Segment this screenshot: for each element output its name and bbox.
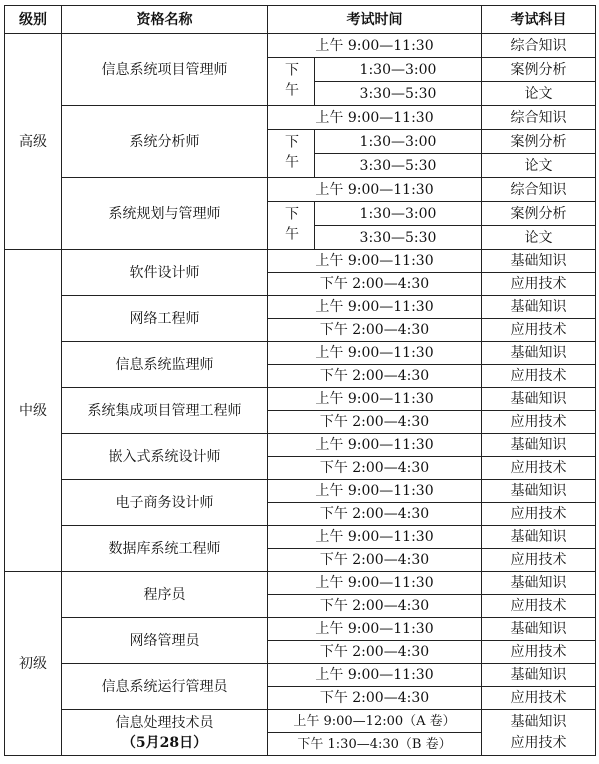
- pm-label: 下午: [268, 58, 315, 106]
- table-row: [5, 618, 596, 641]
- exam-subject: 案例分析: [482, 130, 596, 154]
- exam-time: 上午 9:00—11:30: [268, 480, 482, 503]
- exam-time: 上午 9:00—11:30: [268, 572, 482, 595]
- qualification-name: 数据库系统工程师: [62, 526, 268, 572]
- exam-subject: 基础知识: [482, 434, 596, 457]
- exam-subject: 应用技术: [482, 319, 596, 342]
- qualification-name: 嵌入式系统设计师: [62, 434, 268, 480]
- qualification-name: 信息系统项目管理师: [62, 34, 268, 106]
- level-middle: 中级: [5, 250, 62, 572]
- schedule-body: [5, 34, 596, 756]
- table-row: [5, 296, 596, 319]
- qualification-name: 电子商务设计师: [62, 480, 268, 526]
- exam-time: 下午 1:30—4:30（B 卷）: [268, 733, 482, 756]
- header-row: [5, 6, 596, 34]
- exam-subject: 应用技术: [482, 365, 596, 388]
- exam-subject: 应用技术: [482, 595, 596, 618]
- pm-label: 下午: [268, 202, 315, 250]
- exam-subject: 基础知识: [482, 342, 596, 365]
- table-row: [5, 480, 596, 503]
- exam-subject: 应用技术: [482, 457, 596, 480]
- exam-subject: 论文: [482, 226, 596, 250]
- subject-basic: 基础知识: [510, 714, 567, 730]
- exam-subject-last: [482, 710, 596, 756]
- exam-time: 下午 2:00—4:30: [268, 319, 482, 342]
- last-qualification-name: 信息处理技术员: [115, 714, 214, 731]
- exam-subject: 基础知识: [482, 388, 596, 411]
- exam-time: 下午 2:00—4:30: [268, 273, 482, 296]
- exam-subject: 案例分析: [482, 202, 596, 226]
- exam-subject: 案例分析: [482, 58, 596, 82]
- exam-time: 上午 9:00—11:30: [268, 178, 482, 202]
- exam-time: 下午 2:00—4:30: [268, 411, 482, 434]
- exam-time: 上午 9:00—12:00（A 卷）: [268, 710, 482, 733]
- qualification-name: 系统规划与管理师: [62, 178, 268, 250]
- exam-subject: 应用技术: [482, 411, 596, 434]
- exam-time: 3:30—5:30: [315, 154, 482, 178]
- exam-subject: 基础知识: [482, 526, 596, 549]
- table-row: [5, 434, 596, 457]
- exam-time: 下午 2:00—4:30: [268, 549, 482, 572]
- level-junior: 初级: [5, 572, 62, 756]
- exam-subject: 论文: [482, 154, 596, 178]
- header-level: 级别: [5, 6, 62, 34]
- qualification-name: 系统集成项目管理工程师: [62, 388, 268, 434]
- exam-time: 上午 9:00—11:30: [268, 34, 482, 58]
- exam-time: 1:30—3:00: [315, 58, 482, 82]
- exam-subject: 基础知识: [482, 296, 596, 319]
- exam-date-note: （5月28日）: [121, 734, 208, 751]
- qualification-name: 网络工程师: [62, 296, 268, 342]
- qualification-name: 程序员: [62, 572, 268, 618]
- exam-time: 上午 9:00—11:30: [268, 434, 482, 457]
- qualification-name-last: [62, 710, 268, 756]
- table-row: [5, 250, 596, 273]
- exam-time: 上午 9:00—11:30: [268, 342, 482, 365]
- level-senior: 高级: [5, 34, 62, 250]
- exam-time: 上午 9:00—11:30: [268, 618, 482, 641]
- exam-subject: 论文: [482, 82, 596, 106]
- exam-time: 上午 9:00—11:30: [268, 388, 482, 411]
- exam-subject: 基础知识: [482, 572, 596, 595]
- exam-time: 下午 2:00—4:30: [268, 365, 482, 388]
- exam-subject: 综合知识: [482, 34, 596, 58]
- exam-subject: 基础知识: [482, 664, 596, 687]
- table-row: [5, 388, 596, 411]
- header-time: 考试时间: [268, 6, 482, 34]
- exam-time: 上午 9:00—11:30: [268, 250, 482, 273]
- exam-time: 下午 2:00—4:30: [268, 503, 482, 526]
- qualification-name: 信息系统运行管理员: [62, 664, 268, 710]
- exam-subject: 综合知识: [482, 178, 596, 202]
- exam-subject: 应用技术: [482, 687, 596, 710]
- pm-label: 下午: [268, 130, 315, 178]
- header-name: 资格名称: [62, 6, 268, 34]
- exam-schedule-table: [4, 5, 596, 756]
- exam-time: 3:30—5:30: [315, 226, 482, 250]
- exam-time: 下午 2:00—4:30: [268, 687, 482, 710]
- exam-subject: 应用技术: [482, 549, 596, 572]
- exam-time: 1:30—3:00: [315, 130, 482, 154]
- exam-time: 1:30—3:00: [315, 202, 482, 226]
- exam-time: 上午 9:00—11:30: [268, 106, 482, 130]
- table-row: [5, 664, 596, 687]
- exam-time: 3:30—5:30: [315, 82, 482, 106]
- exam-subject: 综合知识: [482, 106, 596, 130]
- exam-time: 上午 9:00—11:30: [268, 526, 482, 549]
- table-row: [5, 178, 596, 202]
- qualification-name: 软件设计师: [62, 250, 268, 296]
- qualification-name: 信息系统监理师: [62, 342, 268, 388]
- table-row: [5, 572, 596, 595]
- exam-subject: 基础知识: [482, 250, 596, 273]
- exam-subject: 应用技术: [482, 641, 596, 664]
- header-subject: 考试科目: [482, 6, 596, 34]
- table-row: [5, 526, 596, 549]
- qualification-name: 系统分析师: [62, 106, 268, 178]
- table-row: [5, 106, 596, 130]
- table-row: [5, 34, 596, 58]
- exam-time: 下午 2:00—4:30: [268, 595, 482, 618]
- exam-time: 下午 2:00—4:30: [268, 641, 482, 664]
- exam-subject: 应用技术: [482, 503, 596, 526]
- subject-applied: 应用技术: [510, 735, 567, 751]
- exam-time: 上午 9:00—11:30: [268, 296, 482, 319]
- table-row: [5, 710, 596, 733]
- exam-subject: 应用技术: [482, 273, 596, 296]
- qualification-name: 网络管理员: [62, 618, 268, 664]
- table-row: [5, 342, 596, 365]
- exam-time: 下午 2:00—4:30: [268, 457, 482, 480]
- exam-time: 上午 9:00—11:30: [268, 664, 482, 687]
- exam-subject: 基础知识: [482, 480, 596, 503]
- exam-subject: 基础知识: [482, 618, 596, 641]
